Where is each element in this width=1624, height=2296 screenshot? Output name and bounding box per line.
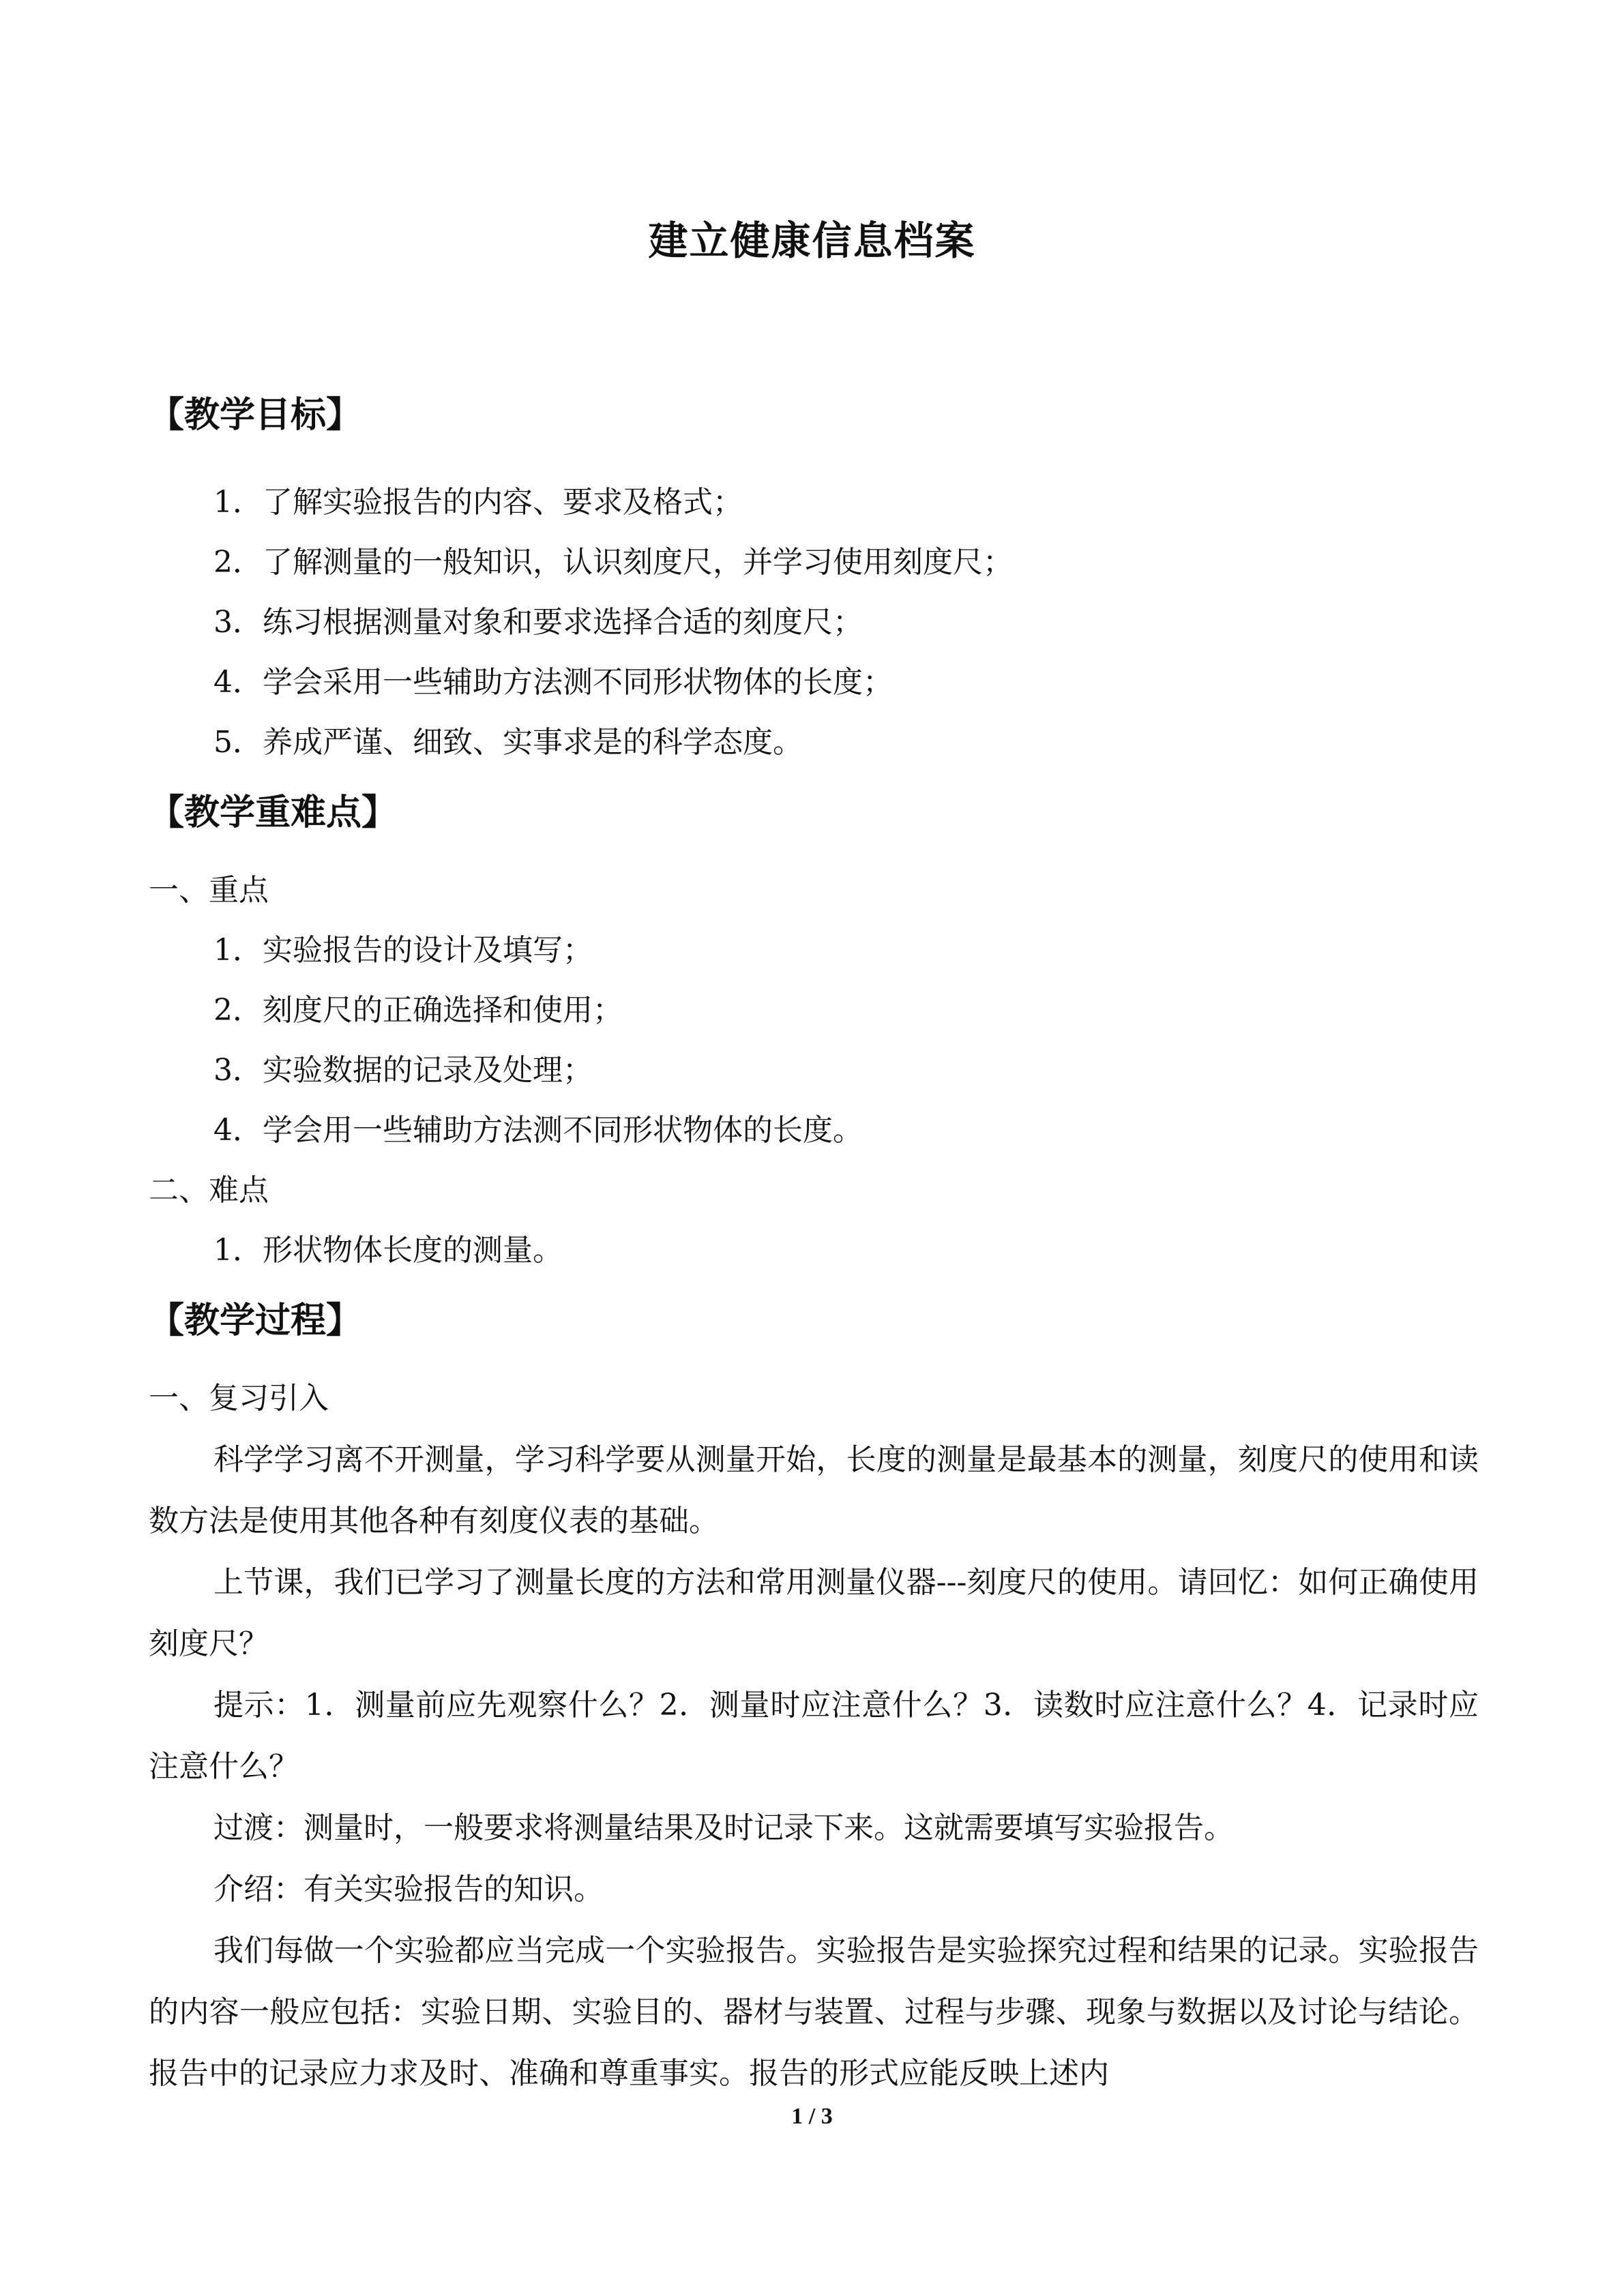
- focus-item: 2．刻度尺的正确选择和使用；: [213, 993, 623, 1028]
- objective-item: 4．学会采用一些辅助方法测不同形状物体的长度；: [213, 665, 893, 700]
- difficulty-label: 二、难点: [149, 1173, 269, 1208]
- objective-item: 5．养成严谨、细致、实事求是的科学态度。: [213, 725, 803, 760]
- difficulty-item: 1．形状物体长度的测量。: [213, 1233, 563, 1268]
- body-paragraph: 提示：1．测量前应先观察什么？2．测量时应注意什么？3．读数时应注意什么？4．记录时应注意什么？: [149, 1688, 1479, 1784]
- objective-item: 3．练习根据测量对象和要求选择合适的刻度尺；: [213, 605, 863, 640]
- section-heading-process: 【教学过程】: [149, 1300, 362, 1341]
- focus-item: 1．实验报告的设计及填写；: [213, 933, 593, 968]
- body-paragraph: 我们每做一个实验都应当完成一个实验报告。实验报告是实验探究过程和结果的记录。实验报告的内容一般应包括：实验日期、实验目的、器材与装置、过程与步骤、现象与数据以及讨论与结论。报告中的记录应力求及时、准确和尊重事实。报告的形式应能反映上述内: [149, 1933, 1479, 2091]
- document-title: 建立健康信息档案: [648, 218, 976, 264]
- focus-item: 4．学会用一些辅助方法测不同形状物体的长度。: [213, 1113, 863, 1148]
- body-paragraph: 上节课，我们已学习了测量长度的方法和常用测量仪器---刻度尺的使用。请回忆：如何正确使用刻度尺？: [149, 1565, 1479, 1661]
- body-paragraph: 科学学习离不开测量，学习科学要从测量开始，长度的测量是最基本的测量，刻度尺的使用和读数方法是使用其他各种有刻度仪表的基础。: [149, 1442, 1479, 1538]
- section-heading-objectives: 【教学目标】: [149, 395, 362, 436]
- review-label: 一、复习引入: [149, 1381, 329, 1416]
- focus-label: 一、重点: [149, 873, 269, 908]
- page-number: 1 / 3: [791, 2104, 833, 2129]
- objective-item: 2．了解测量的一般知识，认识刻度尺，并学习使用刻度尺；: [213, 545, 1013, 580]
- body-paragraph: 过渡：测量时，一般要求将测量结果及时记录下来。这就需要填写实验报告。: [213, 1810, 1234, 1845]
- section-heading-keypoints: 【教学重难点】: [149, 792, 398, 833]
- focus-item: 3．实验数据的记录及处理；: [213, 1053, 593, 1088]
- objective-item: 1．了解实验报告的内容、要求及格式；: [213, 485, 743, 520]
- body-paragraph: 介绍：有关实验报告的知识。: [213, 1872, 604, 1907]
